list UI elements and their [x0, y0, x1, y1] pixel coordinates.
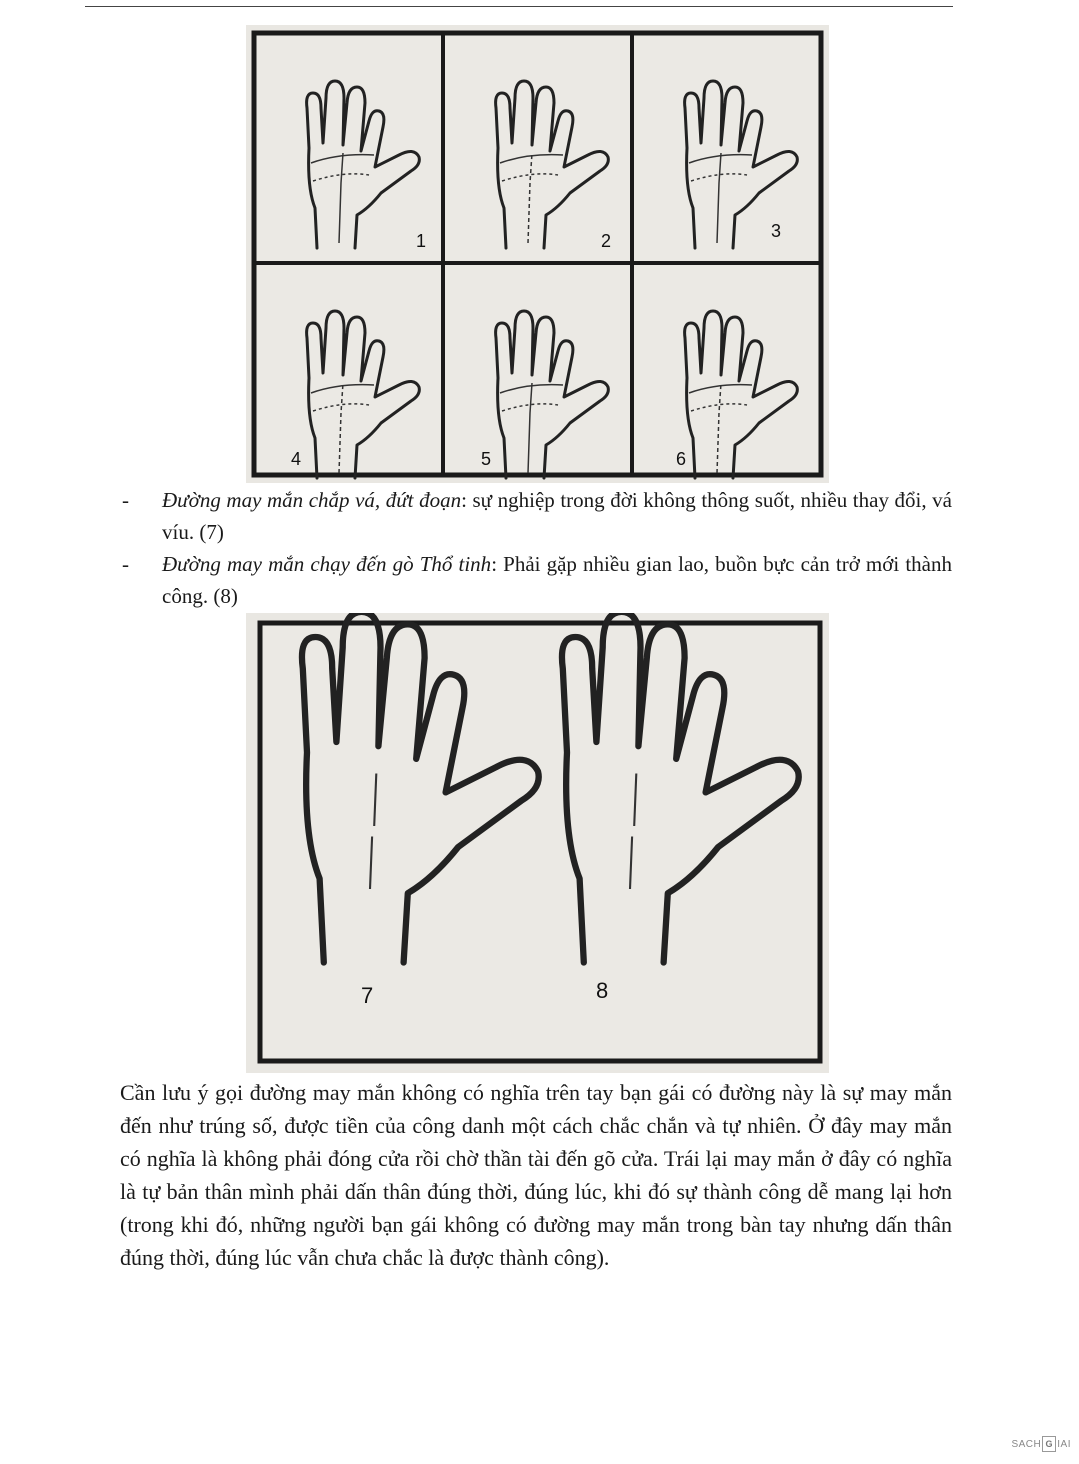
palm-figure-1-6	[246, 25, 829, 483]
watermark-logo: G	[1042, 1436, 1056, 1452]
top-rule	[85, 6, 953, 7]
site-watermark	[1011, 1436, 1071, 1452]
bullet-text	[162, 548, 952, 612]
panel-label: 6	[676, 449, 687, 469]
watermark-left: SACH	[1011, 1438, 1042, 1450]
watermark-right: IAI	[1057, 1438, 1071, 1450]
bullet-desc: : sự nghiệp trong đời không thông suốt, nhiều thay đổi, vá víu. (7)	[162, 488, 952, 544]
bullet-desc: : Phải gặp nhiều gian lao, buồn bực cản trở mới thành công. (8)	[162, 552, 952, 608]
bullet-list	[120, 484, 952, 612]
panel-label: 4	[291, 449, 302, 469]
palm-figure-7-8	[246, 613, 829, 1073]
panel-label: 5	[481, 449, 492, 469]
bullet-text	[162, 484, 952, 548]
bullet-item	[120, 484, 952, 548]
panel-label: 2	[601, 231, 612, 251]
bullet-term: Đường may mắn chắp vá, đứt đoạn	[162, 488, 462, 512]
panel-label: 1	[416, 231, 427, 251]
panel-label: 7	[361, 983, 374, 1008]
body-paragraph: Cần lưu ý gọi đường may mắn không có nghĩa trên tay bạn gái có đường này là sự may mắn đến như trúng số, được tiền của công danh một cách chắc chắn và tự nhiên. Ở đây may mắn có nghĩa là không phải đóng cửa rồi chờ thần tài đến gõ cửa. Trái lại may mắn ở đây có nghĩa là tự bản thân mình phải dấn thân đúng thời, đúng lúc, khi đó sự thành công dễ mang lại hơn (trong khi đó, những người bạn gái không có đường may mắn trong bàn tay nhưng dấn thân đúng thời, đúng lúc vẫn chưa chắc là được thành công).	[120, 1080, 952, 1270]
bullet-marker: -	[122, 552, 129, 576]
bullet-marker: -	[122, 488, 129, 512]
panel-label: 3	[771, 221, 782, 241]
bullet-item	[120, 548, 952, 612]
panel-label: 8	[596, 978, 609, 1003]
palm-grid-svg	[246, 25, 829, 483]
bullet-term: Đường may mắn chạy đến gò Thổ tinh	[162, 552, 492, 576]
palm-pair-svg	[246, 613, 829, 1073]
